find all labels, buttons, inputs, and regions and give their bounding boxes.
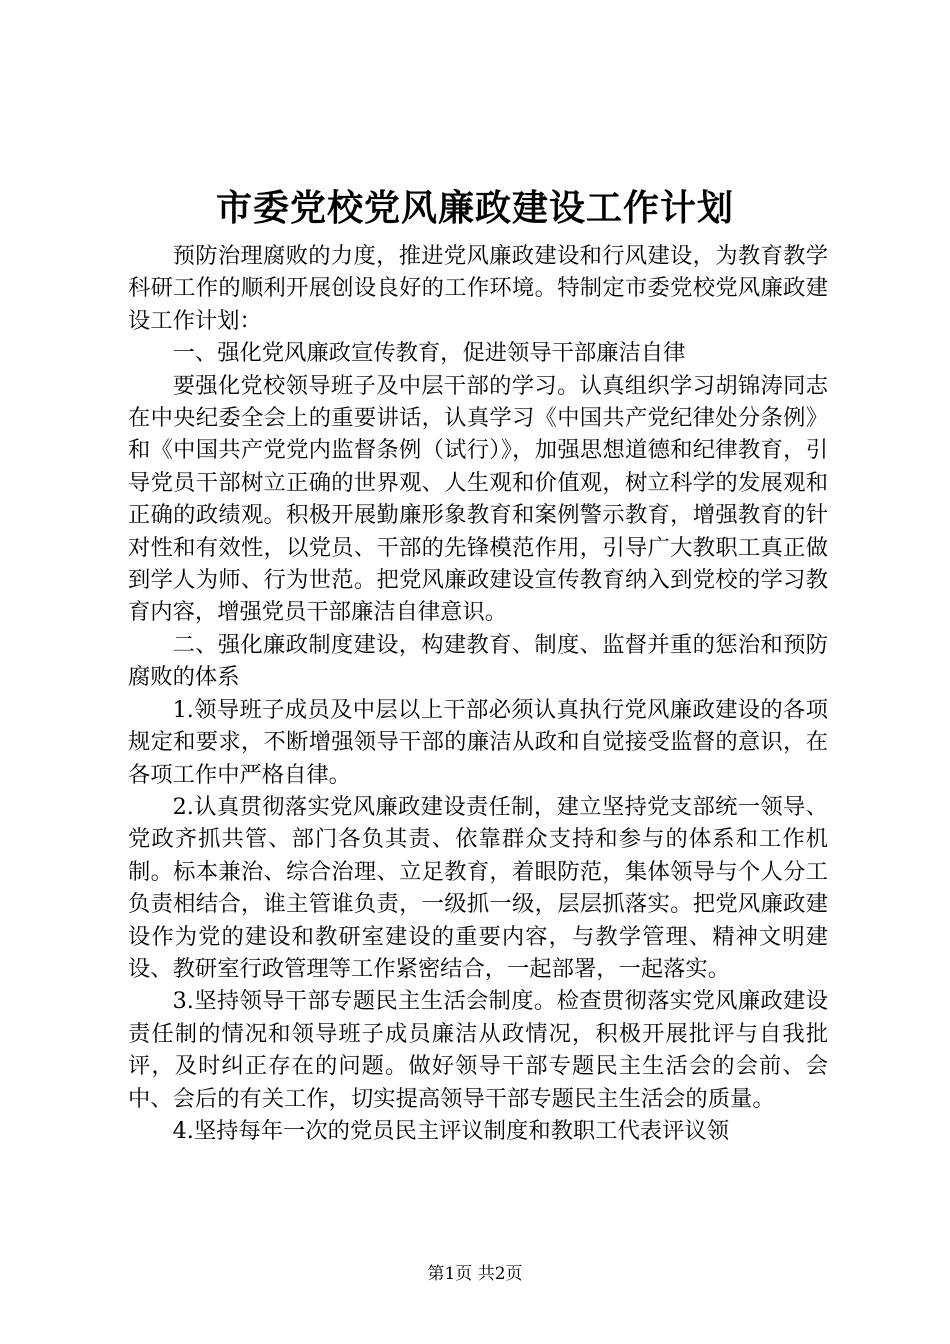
item-3-paragraph: 3.坚持领导干部专题民主生活会制度。检查贯彻落实党风廉政建设责任制的情况和领导班子成员廉洁从政情况，积极开展批评与自我批评，及时纠正存在的问题。做好领导干部专题民主生活会的会前、会中、会后的有关工作，切实提高领导干部专题民主生活会的质量。 — [128, 988, 828, 1112]
page-footer: 第1页 共2页 — [427, 1264, 523, 1284]
document-body — [128, 240, 828, 1147]
section-heading-1: 一、强化党风廉政宣传教育，促进领导干部廉洁自律 — [172, 340, 686, 367]
item-2-paragraph: 2.认真贯彻落实党风廉政建设责任制，建立坚持党支部统一领导、党政齐抓共管、部门各负其责、依靠群众支持和参与的体系和工作机制。标本兼治、综合治理、立足教育，着眼防范，集体领导与个人分工负责相结合，谁主管谁负责，一级抓一级，层层抓落实。把党风廉政建设作为党的建设和教研室建设的重要内容，与教学管理、精神文明建设、教研室行政管理等工作紧密结合，一起部署，一起落实。 — [128, 793, 828, 982]
section-heading-2: 二、强化廉政制度建设，构建教育、制度、监督并重的惩治和预防腐败的体系 — [128, 631, 828, 691]
item-4-paragraph: 4.坚持每年一次的党员民主评议制度和教职工代表评议领 — [172, 1117, 729, 1144]
section-1-paragraph: 要强化党校领导班子及中层干部的学习。认真组织学习胡锦涛同志在中央纪委全会上的重要讲话，认真学习《中国共产党纪律处分条例》和《中国共产党党内监督条例（试行）》，加强思想道德和纪律教育，引导党员干部树立正确的世界观、人生观和价值观，树立科学的发展观和正确的政绩观。积极开展勤廉形象教育和案例警示教育，增强教育的针对性和有效性，以党员、干部的先锋模范作用，引导广大教职工真正做到学人为师、行为世范。把党风廉政建设宣传教育纳入到党校的学习教育内容，增强党员干部廉洁自律意识。 — [128, 372, 828, 626]
item-1-paragraph: 1.领导班子成员及中层以上干部必须认真执行党风廉政建设的各项规定和要求，不断增强领导干部的廉洁从政和自觉接受监督的意识，在各项工作中严格自律。 — [128, 696, 828, 788]
document-title: 市委党校党风廉政建设工作计划 — [215, 187, 734, 229]
intro-paragraph: 预防治理腐败的力度，推进党风廉政建设和行风建设，为教育教学科研工作的顺利开展创设良好的工作环境。特制定市委党校党风廉政建设工作计划： — [128, 243, 828, 334]
